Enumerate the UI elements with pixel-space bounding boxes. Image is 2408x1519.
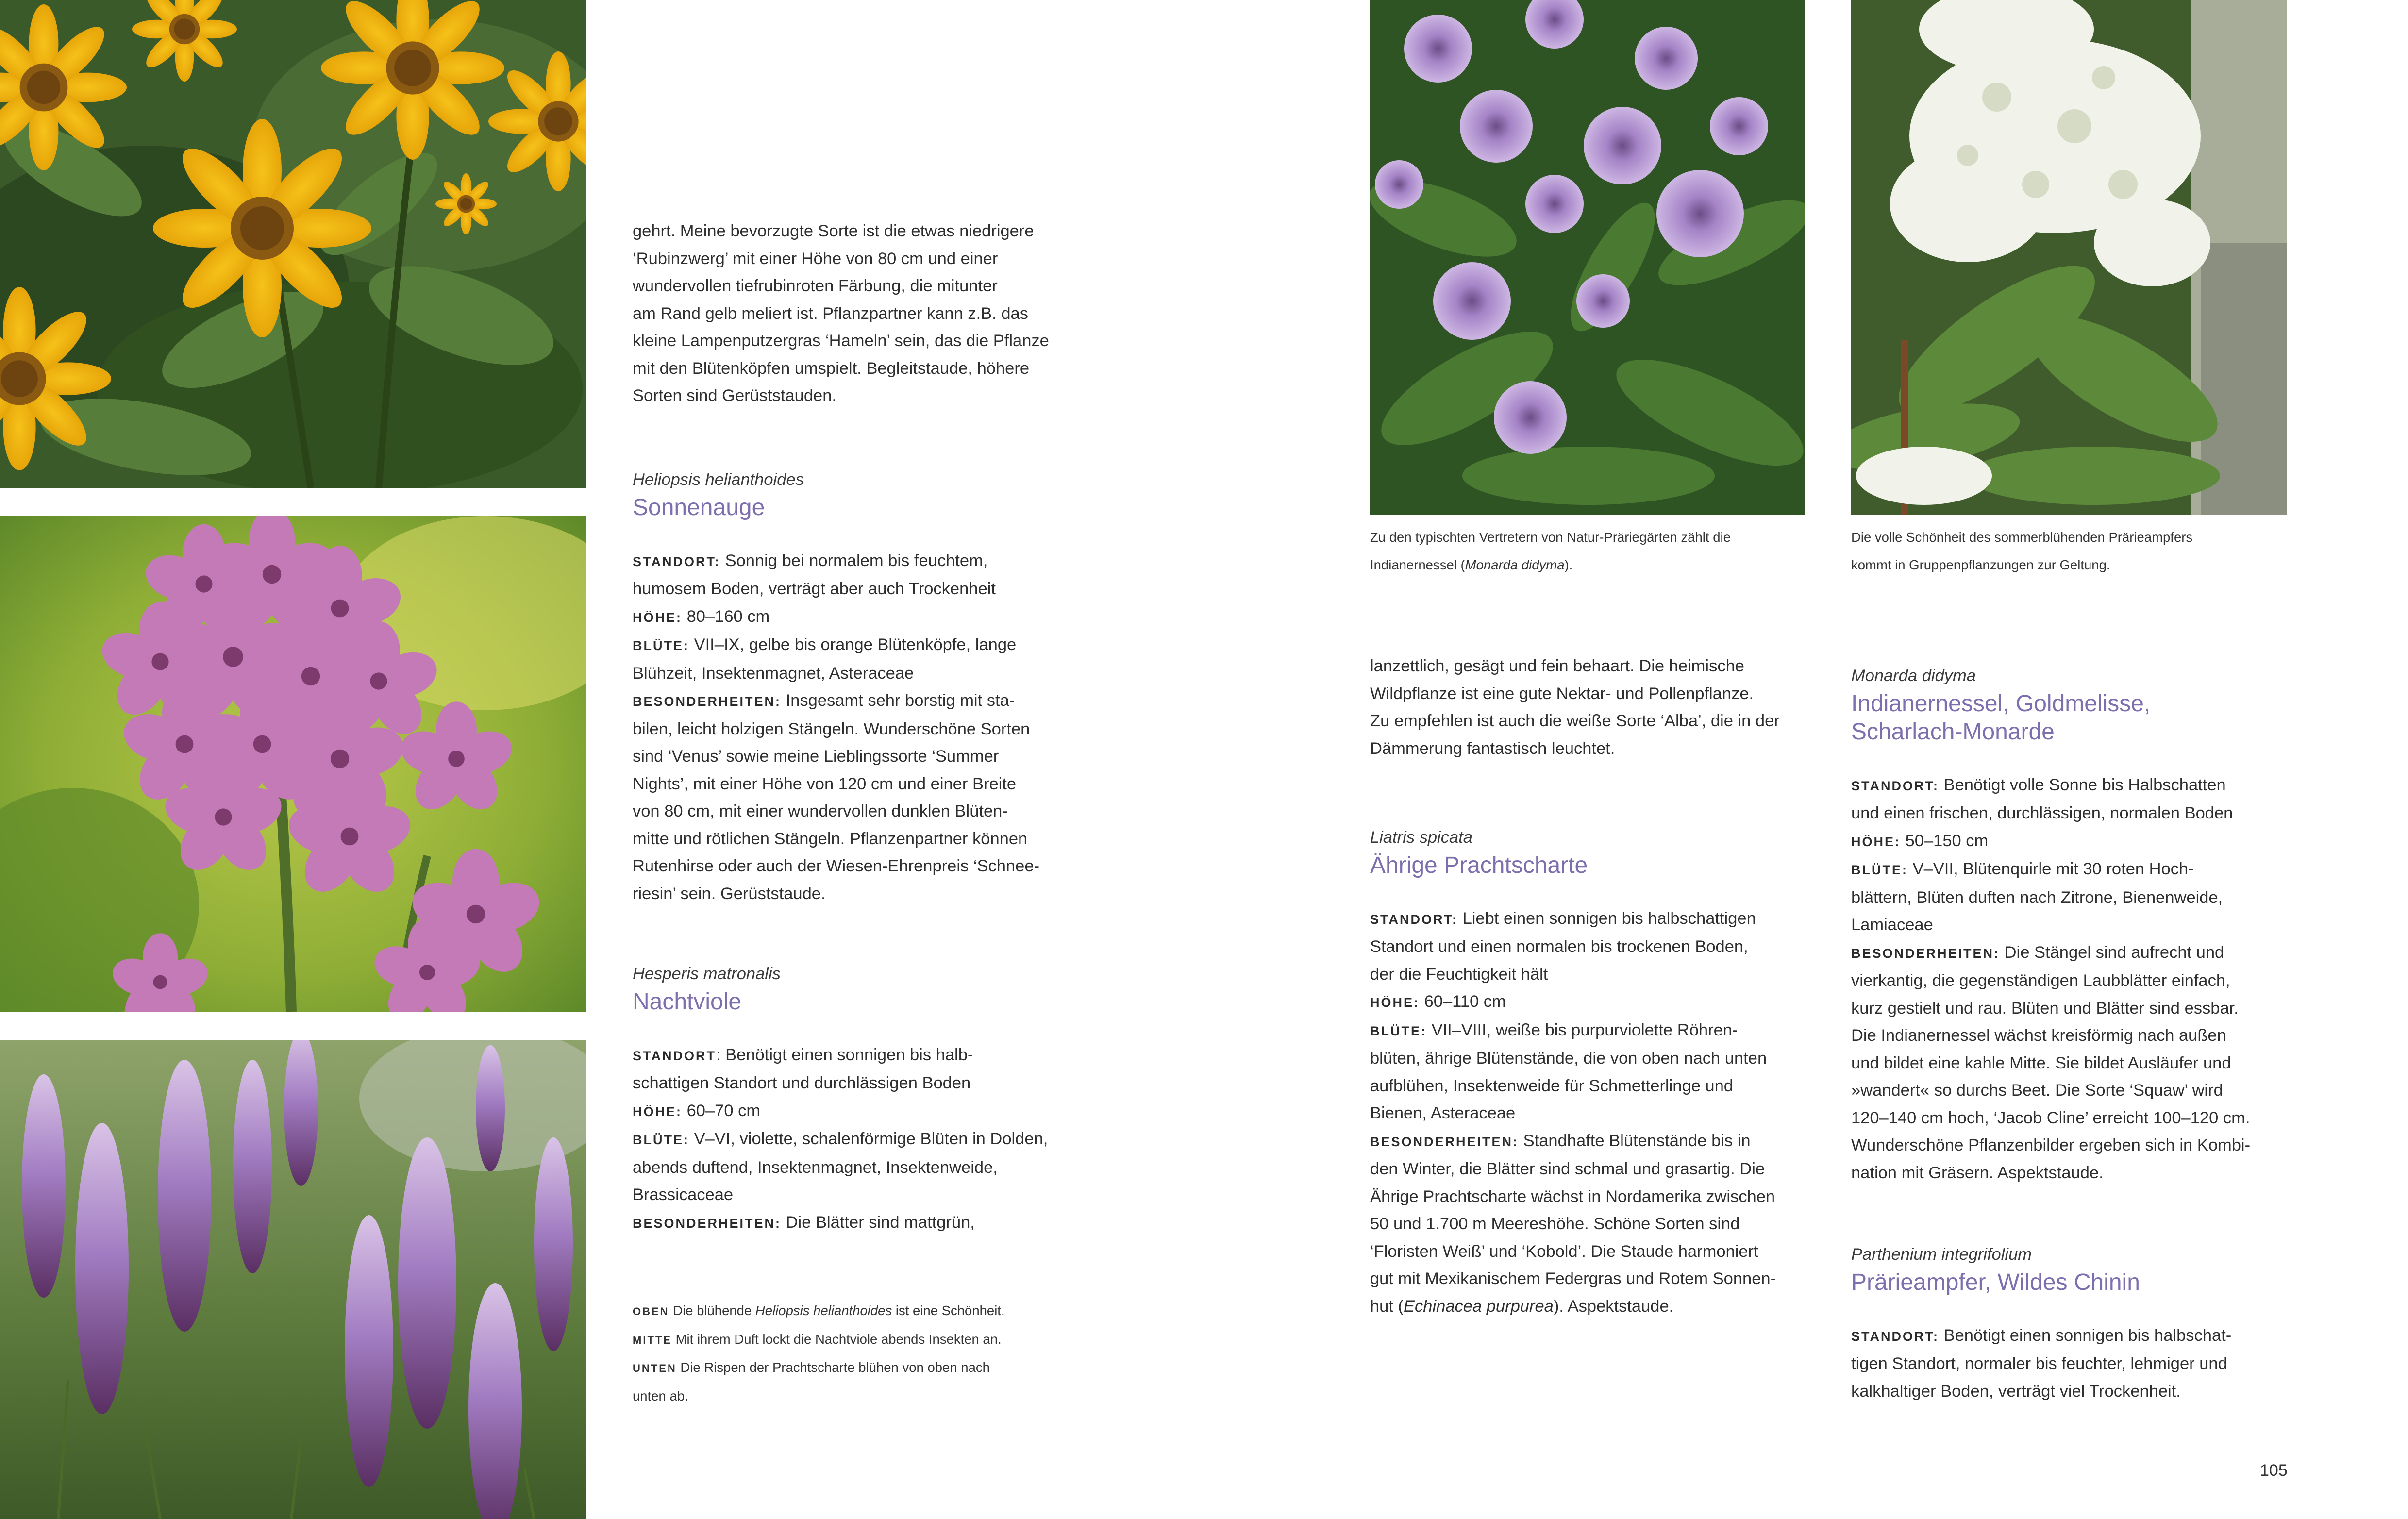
text-line: Zu empfehlen ist auch die weiße Sorte ‘Alba’, die in der [1370,712,1780,730]
caption-oben [633,1297,1089,1326]
text-line: Ährige Prachtscharte wächst in Nordamerika zwischen [1370,1187,1775,1206]
text-line: 80–160 cm [682,607,770,626]
text-line: mitte und rötlichen Stängeln. Pflanzenpartner können [633,829,1028,848]
text-line: 120–140 cm hoch, ‘Jacob Cline’ erreicht 100–120 cm. [1851,1108,2250,1127]
text-line: VII–IX, gelbe bis orange Blütenköpfe, lange [689,635,1017,654]
standort [633,547,1089,576]
standort [1851,771,2308,800]
plant-latin-name: Heliopsis helianthoides [633,470,804,489]
text-line: Die blühende [669,1303,755,1318]
hoehe [1370,988,1826,1017]
text-line: Bienen, Asteraceae [1370,1104,1516,1122]
plant-latin-name: Liatris spicata [1370,828,1472,847]
standort-label: STANDORT: [1851,1329,1939,1344]
text-line: ). Aspektstaude. [1553,1297,1674,1316]
caption-label: OBEN [633,1305,669,1318]
text-line [1370,551,1807,579]
standort-label: STANDORT: [633,554,720,569]
caption-label: UNTEN [633,1362,677,1374]
hoehe [633,1097,1089,1126]
photo-caption-monarda [1370,524,1807,579]
text-line: Die Rispen der Prachtscharte blühen von oben nach [676,1360,990,1375]
text-line: schattigen Standort und durchlässigen Boden [633,1074,971,1092]
text-line: unten ab. [633,1388,688,1403]
text-line: vierkantig, die gegenständigen Laubblätter einfach, [1851,971,2230,990]
caption-unten [633,1354,1089,1383]
hoehe-label: HÖHE: [1370,995,1420,1010]
text-line: sind ‘Venus’ sowie meine Lieblingssorte ‘Summer [633,747,999,766]
text-line: Mit ihrem Duft lockt die Nachtviole abends Insekten an. [672,1331,1002,1347]
text-line: Wildpflanze ist eine gute Nektar- und Pollenpflanze. [1370,684,1754,703]
standort [1851,1322,2308,1351]
photo-heliopsis [0,0,586,488]
page-number: 105 [2260,1461,2288,1480]
plant-liatris [1370,824,1826,1320]
text-line: Liebt einen sonnigen bis halbschattigen [1457,909,1756,928]
hoehe-label: HÖHE: [1851,834,1901,849]
bluete [633,631,1089,660]
text-line: Standhafte Blütenstände bis in [1519,1131,1751,1150]
besonderheiten-label: BESONDERHEITEN: [1851,946,2000,961]
photo-heliopsis-image [0,0,586,488]
text-line: am Rand gelb meliert ist. Pflanzpartner kann z.B. das [633,304,1028,323]
photo-hesperis-image [0,516,586,1012]
text-line: ist eine Schönheit. [892,1303,1005,1318]
text-line: der die Feuchtigkeit hält [1370,965,1548,984]
standort-label: STANDORT [633,1048,716,1063]
text-line: abends duftend, Insektenmagnet, Insektenweide, [633,1158,998,1177]
plant-title: Prärieampfer, Wildes Chinin [1851,1269,2140,1295]
besonderheiten-label: BESONDERHEITEN: [633,694,782,709]
text-line: Nights’, mit einer Höhe von 120 cm und einer Breite [633,774,1017,793]
besonderheiten-label: BESONDERHEITEN: [633,1216,782,1231]
text-line: von 80 cm, mit einer wundervollen dunklen Blüten- [633,802,1008,820]
standort-label: STANDORT: [1851,778,1939,793]
text-line: Die Blätter sind mattgrün, [781,1213,975,1232]
plant-title: Ährige Prachtscharte [1370,852,1588,878]
text-line: bilen, leicht holzigen Stängeln. Wunderschöne Sorten [633,719,1030,738]
besonderheiten [633,687,1089,716]
photo-liatris [0,1040,586,1519]
text-line: 60–110 cm [1420,992,1506,1011]
text-line: den Winter, die Blätter sind schmal und grasartig. Die [1370,1160,1765,1178]
plant-heliopsis [633,466,1089,907]
text-line: Sorten sind Gerüststauden. [633,386,836,405]
plant-title: Nachtviole [633,988,742,1015]
bluete-label: BLÜTE: [1370,1023,1427,1038]
photo-monarda [1370,0,1805,515]
text-line: aufblühen, Insektenweide für Schmetterlinge und [1370,1076,1733,1095]
text-line: nation mit Gräsern. Aspektstaude. [1851,1163,2104,1182]
text-line [1370,1293,1826,1320]
standort [1370,905,1826,934]
text-line: »wandert« so durchs Beet. Die Sorte ‘Squaw’ wird [1851,1081,2223,1100]
photo-liatris-image [0,1040,586,1519]
text-line: Wunderschöne Pflanzenbilder ergeben sich in Kombi- [1851,1136,2251,1154]
bluete-label: BLÜTE: [1851,863,1908,877]
besonderheiten [1370,1127,1826,1156]
plant-title: Indianernessel, Goldmelisse, [1851,690,2151,717]
hoehe-label: HÖHE: [633,1104,682,1119]
plant-hesperis [633,960,1089,1237]
caption-mitte [633,1326,1089,1354]
plant-parthenium [1851,1241,2308,1405]
plant-monarda [1851,662,2308,1186]
text-line: 50–150 cm [1901,831,1989,850]
besonderheiten-label: BESONDERHEITEN: [1370,1134,1519,1149]
col1-intro [633,217,1089,410]
text-line: V–VI, violette, schalenförmige Blüten in Dolden, [689,1130,1048,1148]
plant-latin-name: Hesperis matronalis [633,965,781,983]
plant-title: Sonnenauge [633,494,765,520]
photo-monarda-image [1370,0,1805,515]
text-line: hut ( [1370,1297,1404,1316]
text-line: Sonnig bei normalem bis feuchtem, [720,551,988,570]
text-line: 50 und 1.700 m Meereshöhe. Schöne Sorten sind [1370,1215,1740,1233]
plant-latin-name: Monarda didyma [1851,667,1976,685]
text-line: Indianernessel ( [1370,557,1465,572]
text-line: Brassicaceae [633,1185,734,1204]
text-line: gehrt. Meine bevorzugte Sorte ist die etwas niedrigere [633,222,1034,240]
standort-label: STANDORT: [1370,912,1458,927]
text-line: gut mit Mexikanischem Federgras und Rotem Sonnen- [1370,1269,1776,1288]
text-line: kommt in Gruppenpflanzungen zur Geltung. [1851,557,2110,572]
text-line: Benötigt volle Sonne bis Halbschatten [1939,775,2226,794]
photo-captions-left [633,1297,1089,1410]
photo-hesperis [0,516,586,1012]
text-line: blüten, ährige Blütenstände, die von oben nach unten [1370,1049,1767,1068]
text-italic: Echinacea purpurea [1404,1297,1554,1316]
hoehe [1851,827,2308,856]
text-line: : Benötigt einen sonnigen bis halb- [716,1045,973,1064]
text-line: ‘Floristen Weiß’ und ‘Kobold’. Die Staude harmoniert [1370,1242,1758,1261]
text-line: mit den Blütenköpfen umspielt. Begleitstaude, höhere [633,359,1030,378]
text-line: Insgesamt sehr borstig mit sta- [781,691,1015,710]
photo-parthenium-image [1851,0,2287,515]
text-line: Zu den typischten Vertretern von Natur-Präriegärten zählt die [1370,530,1731,545]
hoehe-label: HÖHE: [633,610,682,625]
besonderheiten [633,1209,1089,1237]
text-line: riesin’ sein. Gerüststaude. [633,884,826,903]
text-line: kleine Lampenputzergras ‘Hameln’ sein, das die Pflanze [633,332,1049,350]
standort [633,1041,1089,1070]
text-line: ). [1564,557,1573,572]
text-line: kalkhaltiger Boden, verträgt viel Trockenheit. [1851,1382,2181,1401]
text-line: VII–VIII, weiße bis purpurviolette Röhren- [1426,1020,1738,1039]
text-line: Die Stängel sind aufrecht und [2000,943,2224,962]
text-line: ‘Rubinzwerg’ mit einer Höhe von 80 cm und einer [633,249,998,268]
bluete-label: BLÜTE: [633,1133,689,1147]
bluete [633,1125,1089,1154]
caption-label: MITTE [633,1334,672,1346]
caption-italic: Heliopsis helianthoides [755,1303,892,1318]
bluete [1851,855,2308,884]
text-line: Dämmerung fantastisch leuchtet. [1370,739,1615,758]
text-line: Standort und einen normalen bis trockenen Boden, [1370,937,1748,956]
photo-parthenium [1851,0,2287,515]
text-line: V–VII, Blütenquirle mit 30 roten Hoch- [1907,860,2194,878]
text-line: kurz gestielt und rau. Blüten und Blätter sind essbar. [1851,999,2239,1018]
text-line: Rutenhirse oder auch der Wiesen-Ehrenpreis ‘Schnee- [633,857,1040,875]
hoehe [633,603,1089,632]
text-line: tigen Standort, normaler bis feuchter, lehmiger und [1851,1354,2227,1373]
bluete-label: BLÜTE: [633,638,689,653]
text-line: blättern, Blüten duften nach Zitrone, Bienenweide, [1851,888,2223,907]
caption-italic: Monarda didyma [1465,557,1565,572]
text-line: Lamiaceae [1851,916,1933,934]
plant-title: Scharlach-Monarde [1851,718,2055,745]
text-line: Blühzeit, Insektenmagnet, Asteraceae [633,664,914,683]
text-line: lanzettlich, gesägt und fein behaart. Die heimische [1370,657,1744,675]
text-line: Die volle Schönheit des sommerblühenden Prärieampfers [1851,530,2193,545]
col2-intro [1370,652,1826,762]
besonderheiten [1851,939,2308,968]
bluete [1370,1017,1826,1045]
photo-caption-parthenium [1851,524,2288,579]
text-line: 60–70 cm [682,1101,761,1120]
text-line: wundervollen tiefrubinroten Färbung, die mitunter [633,277,998,295]
text-line: und bildet eine kahle Mitte. Sie bildet Ausläufer und [1851,1053,2231,1072]
column-1 [633,217,1089,410]
text-line: Benötigt einen sonnigen bis halbschat- [1939,1326,2232,1345]
text-line: Die Indianernessel wächst kreisförmig nach außen [1851,1026,2226,1045]
plant-latin-name: Parthenium integrifolium [1851,1245,2032,1264]
text-line: humosem Boden, verträgt aber auch Trockenheit [633,580,996,598]
text-line: und einen frischen, durchlässigen, normalen Boden [1851,804,2233,822]
